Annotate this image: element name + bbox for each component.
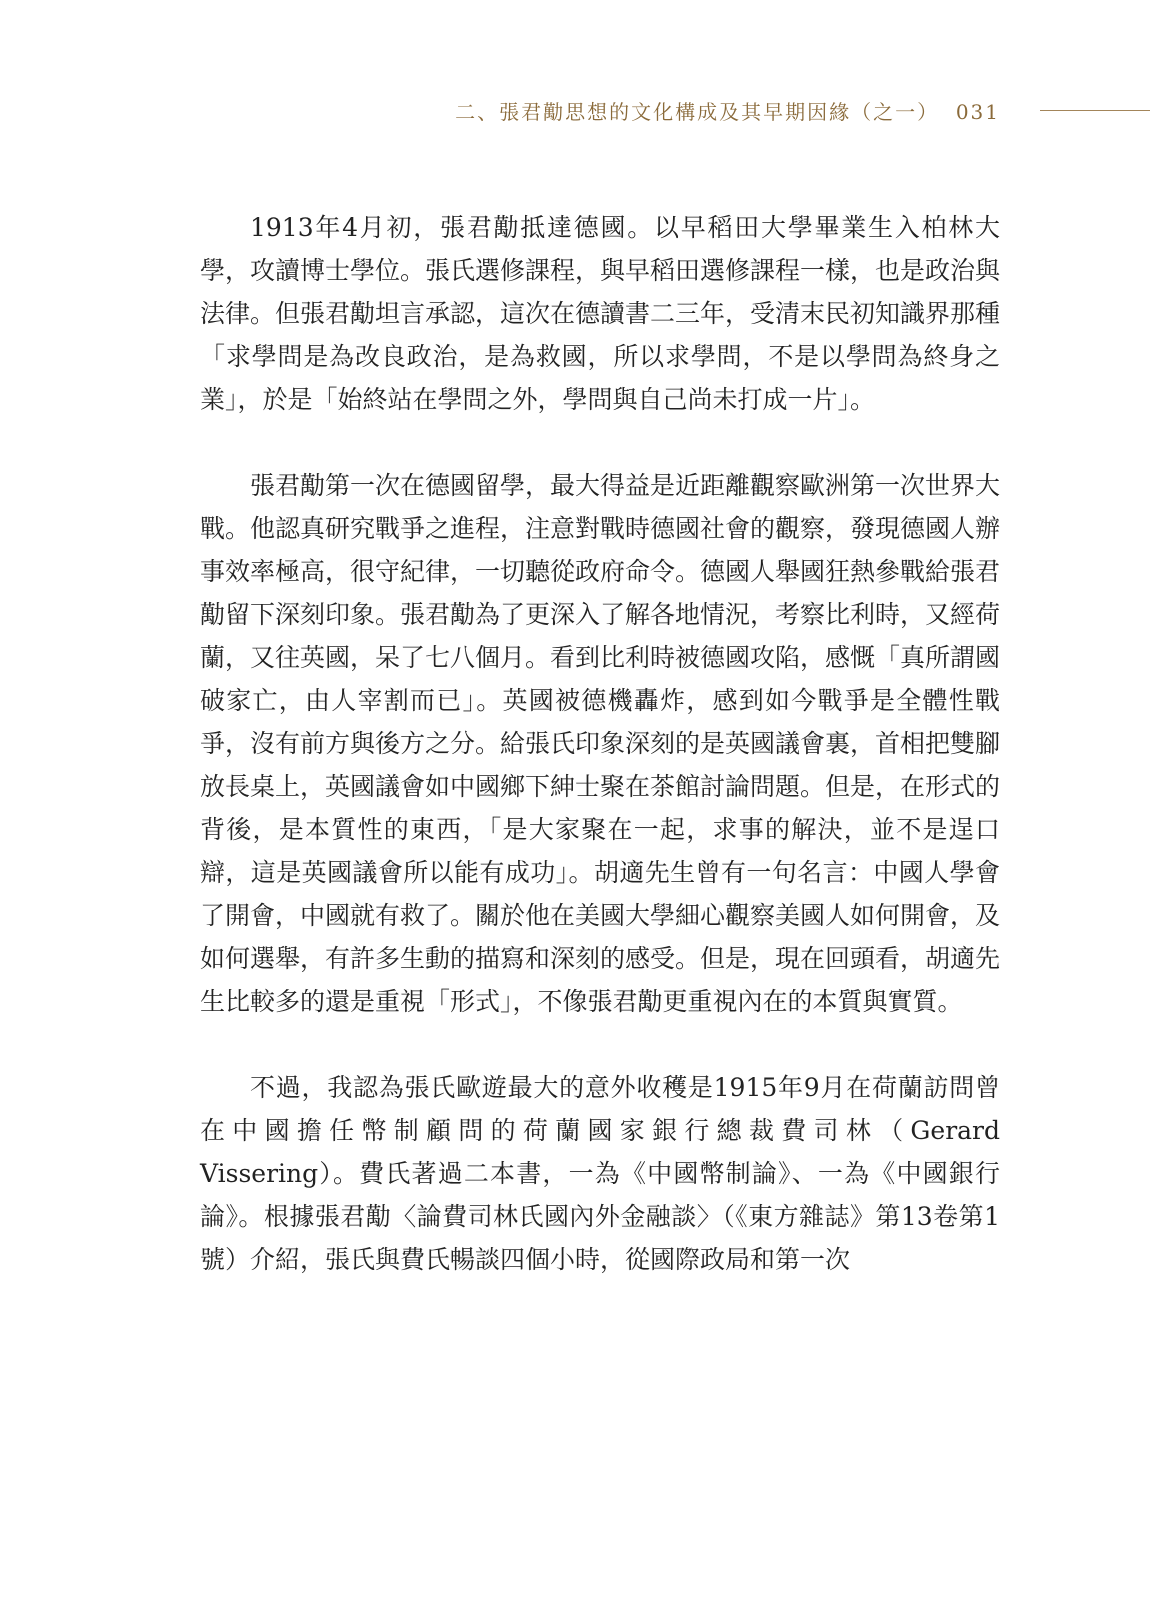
paragraph-1: 1913年4月初，張君勱抵達德國。以早稻田大學畢業生入柏林大學，攻讀博士學位。張氏選修課程，與早稻田選修課程一樣，也是政治與法律。但張君勱坦言承認，這次在德讀書二三年，受清末民初知識界那種「求學問是為改良政治，是為救國，所以求學問，不是以學問為終身之業」，於是「始終站在學問之外，學問與自己尚未打成一片」。 [200, 213, 1001, 414]
running-title: 二、張君勱思想的文化構成及其早期因緣（之一） [455, 100, 940, 124]
running-header [200, 96, 1000, 125]
paragraph-3: 不過，我認為張氏歐遊最大的意外收穫是1915年9月在荷蘭訪問曾在中國擔任幣制顧問的荷蘭國家銀行總裁費司林（Gerard Vissering）。費氏著過二本書，一為《中國幣制論》、一為《中國銀行論》。根據張君勱〈論費司林氏國內外金融談〉（《東方雜誌》第13卷第1號）介紹，張氏與費氏暢談四個小時，從國際政局和第一次 [200, 1073, 1000, 1274]
body-text [200, 206, 1000, 1281]
page-number: 031 [955, 100, 1000, 124]
paragraph-2: 張君勱第一次在德國留學，最大得益是近距離觀察歐洲第一次世界大戰。他認真研究戰爭之進程，注意對戰時德國社會的觀察，發現德國人辦事效率極高，很守紀律，一切聽從政府命令。德國人舉國狂熱參戰給張君勱留下深刻印象。張君勱為了更深入了解各地情況，考察比利時，又經荷蘭，又往英國，呆了七八個月。看到比利時被德國攻陷，感慨「真所謂國破家亡，由人宰割而已」。英國被德機轟炸，感到如今戰爭是全體性戰爭，沒有前方與後方之分。給張氏印象深刻的是英國議會裏，首相把雙腳放長桌上，英國議會如中國鄉下紳士聚在茶館討論問題。但是，在形式的背後，是本質性的東西，「是大家聚在一起，求事的解決，並不是逞口辯，這是英國議會所以能有成功」。胡適先生曾有一句名言：中國人學會了開會，中國就有救了。關於他在美國大學細心觀察美國人如何開會，及如何選舉，有許多生動的描寫和深刻的感受。但是，現在回頭看，胡適先生比較多的還是重視「形式」，不像張君勱更重視內在的本質與實質。 [200, 471, 1001, 1016]
header-rule [1040, 110, 1150, 111]
